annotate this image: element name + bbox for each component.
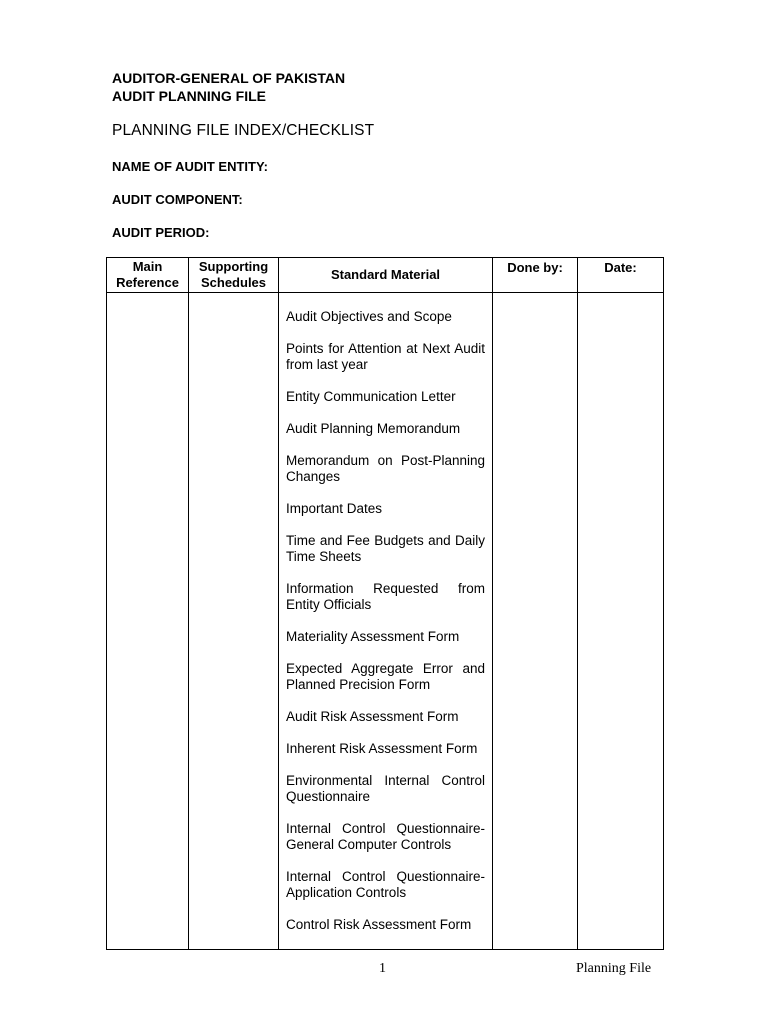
audit-entity-label: NAME OF AUDIT ENTITY: [112,159,268,174]
audit-period-label: AUDIT PERIOD: [112,225,210,240]
page-number: 1 [379,961,386,976]
list-item: Memorandum on Post-Planning Changes [286,453,485,484]
file-title: AUDIT PLANNING FILE [112,88,266,104]
list-item: Control Risk Assessment Form [286,917,472,932]
standard-material-cell [279,293,493,950]
done-by-cell[interactable] [493,293,578,950]
col-standard-material: Standard Material [279,258,493,293]
col-supporting-schedules [189,258,279,293]
col-date: Date: [578,258,664,293]
table-header-row [107,258,664,293]
supporting-schedules-cell[interactable] [189,293,279,950]
list-item: Inherent Risk Assessment Form [286,741,478,756]
list-item: Internal Control Questionnaire-Application Controls [286,869,485,900]
list-item: Entity Communication Letter [286,389,456,404]
list-item: Audit Risk Assessment Form [286,709,459,724]
footer-label: Planning File [576,961,652,976]
list-item: Expected Aggregate Error and Planned Precision Form [286,661,485,692]
col-supporting-line2: Schedules [200,275,267,290]
date-cell[interactable] [578,293,664,950]
col-main-reference [107,258,189,293]
col-main-reference-line2: Reference [116,275,179,290]
list-item: Audit Planning Memorandum [286,421,461,436]
col-done-by: Done by: [493,258,578,293]
list-item: Important Dates [286,501,383,516]
page-subtitle: PLANNING FILE INDEX/CHECKLIST [112,122,375,139]
list-item: Materiality Assessment Form [286,629,460,644]
list-item: Time and Fee Budgets and Daily Time Sheets [286,533,485,564]
table-body-row [107,293,664,950]
audit-component-label: AUDIT COMPONENT: [112,192,243,207]
list-item: Points for Attention at Next Audit from last year [286,341,485,372]
list-item: Internal Control Questionnaire-General Computer Controls [286,821,485,852]
list-item: Information Requested from Entity Officials [286,581,485,612]
checklist-table [106,257,664,950]
list-item: Audit Objectives and Scope [286,309,452,324]
col-main-reference-line1: Main [132,259,163,274]
organization-title: AUDITOR-GENERAL OF PAKISTAN [112,70,346,86]
list-item: Environmental Internal Control Questionnaire [286,773,485,804]
col-supporting-line1: Supporting [198,259,269,274]
main-reference-cell[interactable] [107,293,189,950]
